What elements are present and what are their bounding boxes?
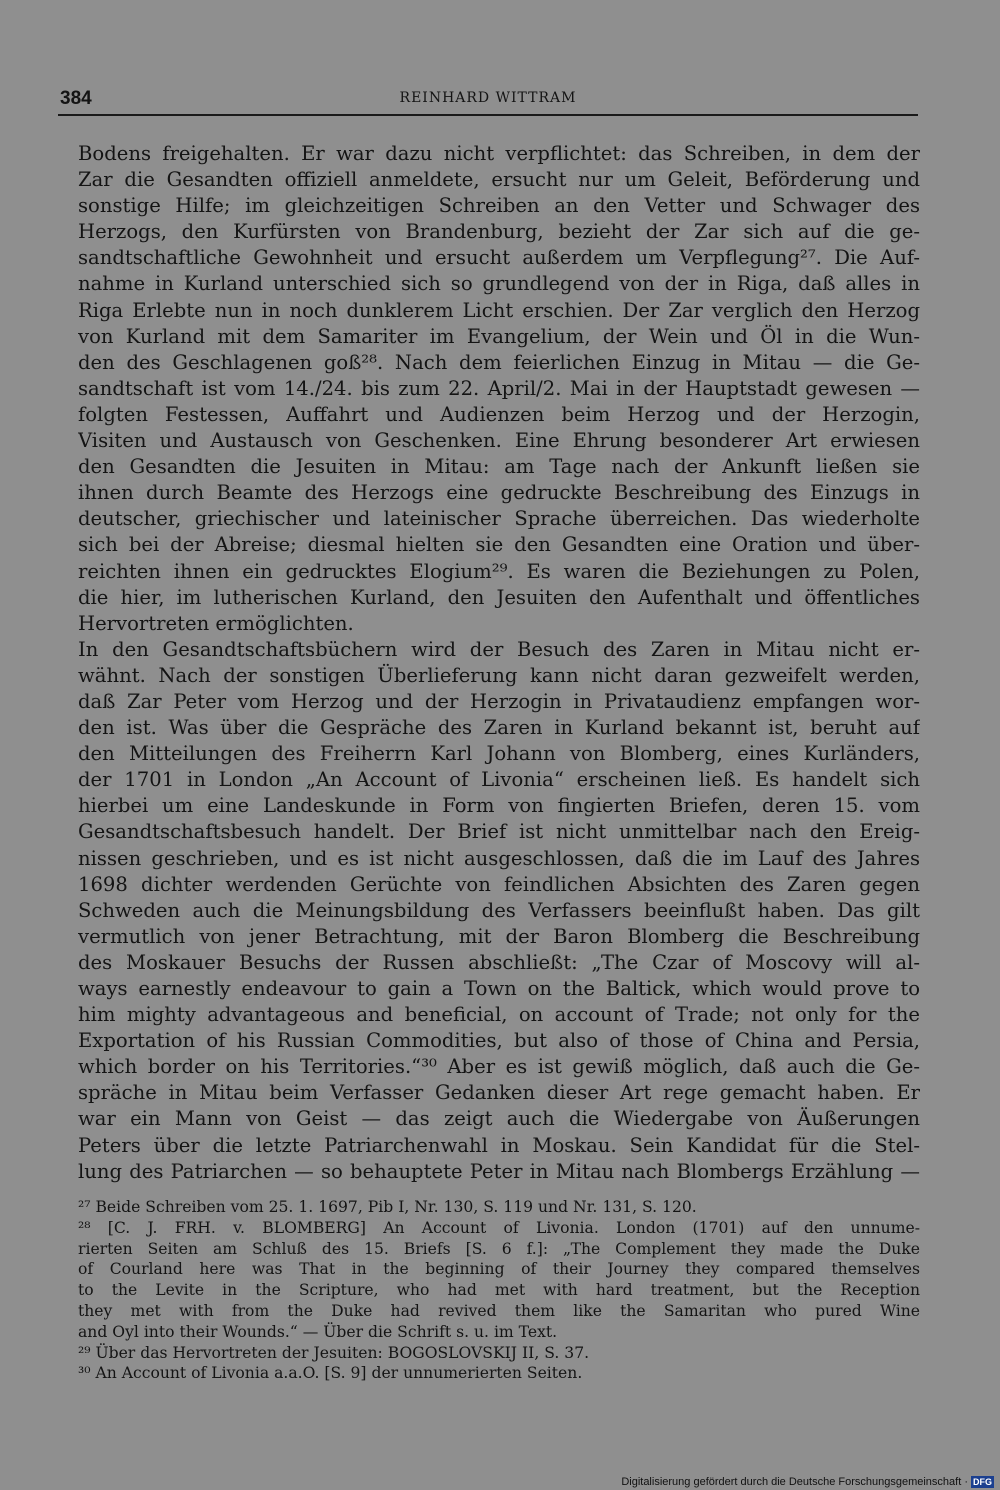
text-line: lung des Patriarchen — so behauptete Peter in Mitau nach Blombergs Erzählung — [78,1159,920,1183]
text-line: den des Geschlagenen goß²⁸. Nach dem feierlichen Einzug in Mitau — die Ge- [78,350,920,374]
text-line: Visiten und Austausch von Geschenken. Eine Ehrung besonderer Art erwiesen [78,429,920,453]
text-line: den ist. Was über die Gespräche des Zaren in Kurland bekannt ist, beruht auf [78,716,920,740]
text-line: Schweden auch die Meinungsbildung des Verfassers beeinflußt haben. Das gilt [78,898,920,922]
footnote-line: rierten Seiten am Schluß des 15. Briefs [S. 6 f.]: „The Complement they made the Duke [78,1239,920,1258]
text-line: den Mitteilungen des Freiherrn Karl Johann von Blomberg, eines Kurländers, [78,742,920,766]
text-line: reichten ihnen ein gedrucktes Elogium²⁹. Es waren die Beziehungen zu Polen, [78,559,920,583]
text-line: him mighty advantageous and beneficial, on account of Trade; not only for the [78,1003,920,1027]
footnote-line: they met with from the Duke had revived them like the Samaritan who pured Wine [78,1301,920,1320]
text-line: folgten Festessen, Auffahrt und Audienzen beim Herzog und der Herzogin, [78,402,920,426]
text-line: spräche in Mitau beim Verfasser Gedanken dieser Art rege gemacht haben. Er [78,1081,920,1105]
text-line: Exportation of his Russian Commodities, but also of those of China and Persia, [78,1029,920,1053]
text-line: In den Gesandtschaftsbüchern wird der Besuch des Zaren in Mitau nicht er- [78,637,920,661]
text-line: Gesandtschaftsbesuch handelt. Der Brief ist nicht unmittelbar nach den Ereig- [78,820,920,844]
text-line: nahme in Kurland unterschied sich so grundlegend von der in Riga, daß alles in [78,272,920,296]
text-line: Bodens freigehalten. Er war dazu nicht verpflichtet: das Schreiben, in dem der [78,142,920,165]
text-line: der 1701 in London „An Account of Livonia“ erscheinen ließ. Es handelt sich [78,768,920,792]
text-line: wähnt. Nach der sonstigen Überlieferung kann nicht daran gezweifelt werden, [78,663,920,687]
digitization-credit [621,1476,994,1488]
credit-text: Digitalisierung gefördert durch die Deutsche Forschungsgemeinschaft · [621,1476,968,1488]
footnote-line: and Oyl into their Wounds.“ — Über die Schrift s. u. im Text. [78,1322,558,1341]
text-line: ways earnestly endeavour to gain a Town on the Baltick, which would prove to [78,977,920,1000]
text-line: von Kurland mit dem Samariter im Evangelium, der Wein und Öl in die Wun- [78,324,920,348]
text-line: which border on his Territories.“³⁰ Aber es ist gewiß möglich, daß auch die Ge- [78,1055,920,1079]
running-header [58,86,918,116]
text-line: Herzogs, den Kurfürsten von Brandenburg, bezieht der Zar sich auf die ge- [78,220,920,244]
text-line: vermutlich von jener Betrachtung, mit der Baron Blomberg die Beschreibung [78,924,920,948]
text-line: sich bei der Abreise; diesmal hielten sie den Gesandten eine Oration und über- [78,533,920,557]
text-line: des Moskauer Besuchs der Russen abschließt: „The Czar of Moscovy will al- [78,950,920,974]
text-line: Peters über die letzte Patriarchenwahl in Moskau. Sein Kandidat für die Stel- [78,1133,920,1157]
text-line: hierbei um eine Landeskunde in Form von fingierten Briefen, deren 15. vom [78,794,920,818]
footnote-line: ²⁷ Beide Schreiben vom 25. 1. 1697, Pib I, Nr. 130, S. 119 und Nr. 131, S. 120. [78,1198,697,1216]
text-line: daß Zar Peter vom Herzog und der Herzogin in Privataudienz empfangen wor- [78,689,920,713]
text-line: Hervortreten ermöglichten. [78,611,354,635]
text-line: nissen geschrieben, und es ist nicht ausgeschlossen, daß die im Lauf des Jahres [78,846,920,870]
text-line: Riga Erlebte nun in noch dunklerem Licht erschien. Der Zar verglich den Herzog [78,298,920,322]
text-line: deutscher, griechischer und lateinischer Sprache überreichen. Das wiederholte [78,507,920,531]
text-line: sandtschaft ist vom 14./24. bis zum 22. April/2. Mai in der Hauptstadt gewesen — [78,376,920,400]
dfg-logo: DFG [973,1477,992,1487]
footnotes [78,1197,920,1384]
text-line: ihnen durch Beamte des Herzogs eine gedruckte Beschreibung des Einzugs in [78,481,920,505]
page-number: 384 [60,88,92,109]
footnote-line: ²⁹ Über das Hervortreten der Jesuiten: BOGOSLOVSKIJ II, S. 37. [78,1343,590,1362]
text-line: sandtschaftliche Gewohnheit und ersucht außerdem um Verpflegung²⁷. Die Auf- [78,246,920,270]
running-head-author: REINHARD WITTRAM [399,90,577,106]
main-text [78,141,920,1185]
footnote-line: ³⁰ An Account of Livonia a.a.O. [S. 9] der unnumerierten Seiten. [78,1364,583,1383]
text-line: die hier, im lutherischen Kurland, den Jesuiten den Aufenthalt und öffentliches [78,585,920,609]
footnote-line: of Courland here was That in the beginning of their Journey they compared themselves [78,1260,920,1279]
text-line: den Gesandten die Jesuiten in Mitau: am Tage nach der Ankunft ließen sie [78,455,920,479]
text-line: Zar die Gesandten offiziell anmeldete, ersucht nur um Geleit, Beförderung und [78,168,920,192]
text-line: war ein Mann von Geist — das zeigt auch die Wiedergabe von Äußerungen [78,1107,920,1131]
footnote-line: ²⁸ [C. J. FRH. v. BLOMBERG] An Account of Livonia. London (1701) auf den unnume- [78,1218,920,1237]
text-line: sonstige Hilfe; im gleichzeitigen Schreiben an den Vetter und Schwager des [78,194,920,218]
text-line: 1698 dichter werdenden Gerüchte von feindlichen Absichten des Zaren gegen [78,872,920,896]
footnote-line: to the Levite in the Scripture, who had met with hard treatment, but the Reception [78,1281,920,1300]
